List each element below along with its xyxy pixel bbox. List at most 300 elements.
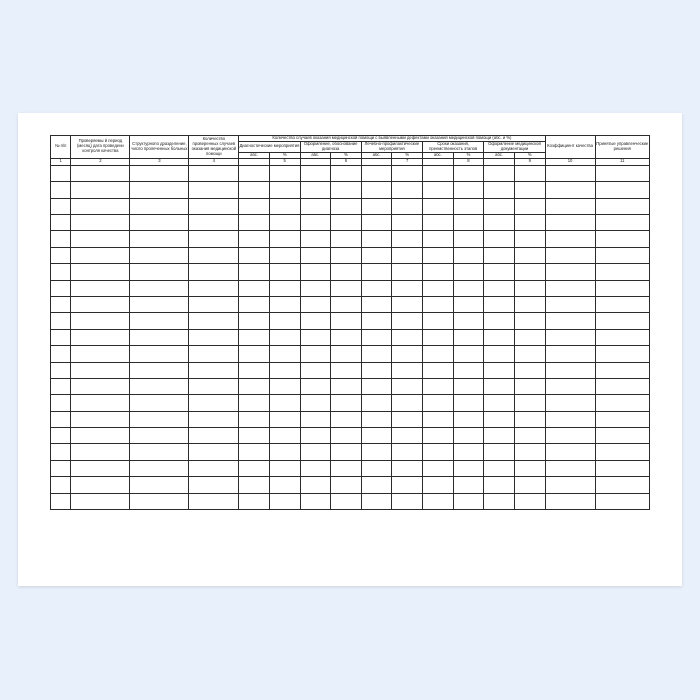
table-cell[interactable] bbox=[71, 280, 130, 296]
table-cell[interactable] bbox=[269, 444, 300, 460]
table-cell[interactable] bbox=[239, 198, 270, 214]
table-cell[interactable] bbox=[269, 280, 300, 296]
table-cell[interactable] bbox=[423, 247, 454, 263]
table-cell[interactable] bbox=[239, 296, 270, 312]
table-cell[interactable] bbox=[514, 378, 545, 394]
table-cell[interactable] bbox=[300, 214, 331, 230]
table-cell[interactable] bbox=[545, 214, 595, 230]
table-cell[interactable] bbox=[331, 313, 362, 329]
table-cell[interactable] bbox=[514, 182, 545, 198]
table-cell[interactable] bbox=[453, 231, 484, 247]
table-cell[interactable] bbox=[130, 182, 189, 198]
table-cell[interactable] bbox=[484, 247, 515, 263]
table-cell[interactable] bbox=[514, 198, 545, 214]
table-cell[interactable] bbox=[239, 411, 270, 427]
table-cell[interactable] bbox=[300, 477, 331, 493]
table-cell[interactable] bbox=[514, 346, 545, 362]
table-cell[interactable] bbox=[71, 477, 130, 493]
table-cell[interactable] bbox=[331, 346, 362, 362]
table-cell[interactable] bbox=[514, 395, 545, 411]
table-cell[interactable] bbox=[361, 460, 392, 476]
table-cell[interactable] bbox=[130, 198, 189, 214]
table-cell[interactable] bbox=[51, 264, 71, 280]
table-cell[interactable] bbox=[269, 428, 300, 444]
table-cell[interactable] bbox=[269, 247, 300, 263]
table-cell[interactable] bbox=[453, 296, 484, 312]
table-cell[interactable] bbox=[130, 395, 189, 411]
table-cell[interactable] bbox=[71, 296, 130, 312]
table-cell[interactable] bbox=[514, 477, 545, 493]
table-cell[interactable] bbox=[269, 493, 300, 509]
table-cell[interactable] bbox=[545, 428, 595, 444]
table-cell[interactable] bbox=[331, 182, 362, 198]
table-cell[interactable] bbox=[130, 460, 189, 476]
table-cell[interactable] bbox=[269, 296, 300, 312]
table-cell[interactable] bbox=[392, 428, 423, 444]
table-row[interactable] bbox=[51, 395, 650, 411]
table-cell[interactable] bbox=[130, 264, 189, 280]
table-cell[interactable] bbox=[130, 378, 189, 394]
table-cell[interactable] bbox=[595, 411, 650, 427]
table-cell[interactable] bbox=[71, 493, 130, 509]
table-cell[interactable] bbox=[239, 428, 270, 444]
table-cell[interactable] bbox=[392, 460, 423, 476]
table-cell[interactable] bbox=[361, 493, 392, 509]
table-cell[interactable] bbox=[300, 296, 331, 312]
table-cell[interactable] bbox=[51, 428, 71, 444]
table-row[interactable] bbox=[51, 411, 650, 427]
table-cell[interactable] bbox=[514, 280, 545, 296]
table-cell[interactable] bbox=[545, 165, 595, 181]
table-row[interactable] bbox=[51, 362, 650, 378]
table-cell[interactable] bbox=[361, 247, 392, 263]
table-cell[interactable] bbox=[239, 182, 270, 198]
table-cell[interactable] bbox=[130, 313, 189, 329]
table-cell[interactable] bbox=[484, 296, 515, 312]
table-cell[interactable] bbox=[484, 198, 515, 214]
table-cell[interactable] bbox=[331, 264, 362, 280]
table-cell[interactable] bbox=[51, 247, 71, 263]
table-cell[interactable] bbox=[71, 165, 130, 181]
table-cell[interactable] bbox=[453, 165, 484, 181]
table-cell[interactable] bbox=[423, 362, 454, 378]
table-cell[interactable] bbox=[361, 280, 392, 296]
table-cell[interactable] bbox=[300, 362, 331, 378]
table-cell[interactable] bbox=[300, 182, 331, 198]
table-cell[interactable] bbox=[392, 296, 423, 312]
table-cell[interactable] bbox=[269, 313, 300, 329]
table-cell[interactable] bbox=[595, 329, 650, 345]
table-cell[interactable] bbox=[130, 214, 189, 230]
table-cell[interactable] bbox=[392, 182, 423, 198]
table-cell[interactable] bbox=[361, 264, 392, 280]
table-cell[interactable] bbox=[484, 231, 515, 247]
table-cell[interactable] bbox=[269, 346, 300, 362]
table-cell[interactable] bbox=[484, 329, 515, 345]
table-cell[interactable] bbox=[189, 444, 239, 460]
table-cell[interactable] bbox=[514, 264, 545, 280]
table-cell[interactable] bbox=[51, 378, 71, 394]
table-cell[interactable] bbox=[269, 329, 300, 345]
table-cell[interactable] bbox=[331, 198, 362, 214]
table-cell[interactable] bbox=[545, 231, 595, 247]
table-cell[interactable] bbox=[269, 231, 300, 247]
table-cell[interactable] bbox=[331, 362, 362, 378]
table-row[interactable] bbox=[51, 165, 650, 181]
table-cell[interactable] bbox=[453, 493, 484, 509]
table-cell[interactable] bbox=[51, 280, 71, 296]
table-cell[interactable] bbox=[51, 395, 71, 411]
table-cell[interactable] bbox=[331, 247, 362, 263]
table-cell[interactable] bbox=[514, 411, 545, 427]
table-row[interactable] bbox=[51, 264, 650, 280]
table-cell[interactable] bbox=[514, 493, 545, 509]
table-cell[interactable] bbox=[361, 395, 392, 411]
table-cell[interactable] bbox=[361, 411, 392, 427]
table-cell[interactable] bbox=[484, 362, 515, 378]
table-cell[interactable] bbox=[361, 428, 392, 444]
table-cell[interactable] bbox=[595, 477, 650, 493]
table-cell[interactable] bbox=[300, 378, 331, 394]
table-cell[interactable] bbox=[300, 165, 331, 181]
table-cell[interactable] bbox=[361, 329, 392, 345]
table-cell[interactable] bbox=[484, 428, 515, 444]
table-cell[interactable] bbox=[392, 444, 423, 460]
table-cell[interactable] bbox=[51, 231, 71, 247]
table-cell[interactable] bbox=[392, 493, 423, 509]
table-cell[interactable] bbox=[423, 280, 454, 296]
table-cell[interactable] bbox=[595, 280, 650, 296]
table-row[interactable] bbox=[51, 231, 650, 247]
table-cell[interactable] bbox=[300, 280, 331, 296]
table-cell[interactable] bbox=[423, 165, 454, 181]
table-cell[interactable] bbox=[130, 428, 189, 444]
table-cell[interactable] bbox=[545, 198, 595, 214]
table-cell[interactable] bbox=[423, 264, 454, 280]
table-cell[interactable] bbox=[545, 378, 595, 394]
table-cell[interactable] bbox=[595, 231, 650, 247]
table-cell[interactable] bbox=[453, 395, 484, 411]
table-cell[interactable] bbox=[239, 378, 270, 394]
table-cell[interactable] bbox=[595, 165, 650, 181]
table-cell[interactable] bbox=[331, 165, 362, 181]
table-row[interactable] bbox=[51, 182, 650, 198]
table-cell[interactable] bbox=[392, 264, 423, 280]
table-cell[interactable] bbox=[331, 329, 362, 345]
table-row[interactable] bbox=[51, 428, 650, 444]
table-row[interactable] bbox=[51, 280, 650, 296]
table-cell[interactable] bbox=[392, 214, 423, 230]
table-cell[interactable] bbox=[331, 428, 362, 444]
table-cell[interactable] bbox=[130, 296, 189, 312]
table-cell[interactable] bbox=[71, 428, 130, 444]
table-cell[interactable] bbox=[361, 346, 392, 362]
table-cell[interactable] bbox=[130, 247, 189, 263]
table-cell[interactable] bbox=[51, 313, 71, 329]
table-row[interactable] bbox=[51, 493, 650, 509]
table-cell[interactable] bbox=[453, 247, 484, 263]
table-cell[interactable] bbox=[239, 346, 270, 362]
table-cell[interactable] bbox=[453, 444, 484, 460]
table-cell[interactable] bbox=[423, 493, 454, 509]
table-cell[interactable] bbox=[239, 313, 270, 329]
table-cell[interactable] bbox=[514, 214, 545, 230]
table-cell[interactable] bbox=[189, 296, 239, 312]
table-cell[interactable] bbox=[545, 296, 595, 312]
table-cell[interactable] bbox=[51, 444, 71, 460]
table-cell[interactable] bbox=[71, 247, 130, 263]
table-row[interactable] bbox=[51, 198, 650, 214]
table-cell[interactable] bbox=[130, 477, 189, 493]
table-cell[interactable] bbox=[392, 231, 423, 247]
table-cell[interactable] bbox=[189, 313, 239, 329]
table-cell[interactable] bbox=[239, 231, 270, 247]
table-cell[interactable] bbox=[300, 313, 331, 329]
table-cell[interactable] bbox=[269, 264, 300, 280]
table-cell[interactable] bbox=[484, 313, 515, 329]
table-cell[interactable] bbox=[514, 428, 545, 444]
table-cell[interactable] bbox=[484, 477, 515, 493]
table-cell[interactable] bbox=[453, 182, 484, 198]
table-cell[interactable] bbox=[51, 477, 71, 493]
table-cell[interactable] bbox=[71, 264, 130, 280]
table-cell[interactable] bbox=[361, 477, 392, 493]
table-cell[interactable] bbox=[392, 411, 423, 427]
table-row[interactable] bbox=[51, 329, 650, 345]
table-cell[interactable] bbox=[300, 198, 331, 214]
table-cell[interactable] bbox=[361, 296, 392, 312]
table-cell[interactable] bbox=[189, 231, 239, 247]
table-cell[interactable] bbox=[300, 247, 331, 263]
table-cell[interactable] bbox=[423, 460, 454, 476]
table-cell[interactable] bbox=[51, 182, 71, 198]
table-cell[interactable] bbox=[51, 198, 71, 214]
table-cell[interactable] bbox=[453, 214, 484, 230]
table-cell[interactable] bbox=[484, 165, 515, 181]
table-cell[interactable] bbox=[545, 411, 595, 427]
table-cell[interactable] bbox=[71, 346, 130, 362]
table-cell[interactable] bbox=[423, 182, 454, 198]
table-cell[interactable] bbox=[239, 460, 270, 476]
table-cell[interactable] bbox=[71, 362, 130, 378]
table-cell[interactable] bbox=[484, 214, 515, 230]
table-row[interactable] bbox=[51, 477, 650, 493]
table-cell[interactable] bbox=[423, 231, 454, 247]
table-cell[interactable] bbox=[423, 477, 454, 493]
table-cell[interactable] bbox=[453, 346, 484, 362]
table-cell[interactable] bbox=[514, 460, 545, 476]
table-cell[interactable] bbox=[71, 313, 130, 329]
table-cell[interactable] bbox=[423, 214, 454, 230]
table-cell[interactable] bbox=[51, 329, 71, 345]
table-cell[interactable] bbox=[453, 477, 484, 493]
table-cell[interactable] bbox=[130, 493, 189, 509]
table-cell[interactable] bbox=[269, 477, 300, 493]
table-cell[interactable] bbox=[545, 444, 595, 460]
table-cell[interactable] bbox=[595, 247, 650, 263]
table-cell[interactable] bbox=[484, 460, 515, 476]
table-cell[interactable] bbox=[331, 477, 362, 493]
table-cell[interactable] bbox=[269, 165, 300, 181]
table-cell[interactable] bbox=[331, 296, 362, 312]
table-cell[interactable] bbox=[269, 362, 300, 378]
table-cell[interactable] bbox=[423, 411, 454, 427]
table-cell[interactable] bbox=[453, 198, 484, 214]
table-cell[interactable] bbox=[269, 198, 300, 214]
table-cell[interactable] bbox=[239, 329, 270, 345]
table-cell[interactable] bbox=[392, 247, 423, 263]
table-cell[interactable] bbox=[130, 346, 189, 362]
table-cell[interactable] bbox=[269, 214, 300, 230]
table-cell[interactable] bbox=[331, 460, 362, 476]
table-cell[interactable] bbox=[361, 444, 392, 460]
table-row[interactable] bbox=[51, 444, 650, 460]
table-cell[interactable] bbox=[453, 378, 484, 394]
table-cell[interactable] bbox=[392, 378, 423, 394]
table-cell[interactable] bbox=[423, 296, 454, 312]
table-cell[interactable] bbox=[595, 460, 650, 476]
table-cell[interactable] bbox=[130, 362, 189, 378]
table-cell[interactable] bbox=[71, 198, 130, 214]
table-cell[interactable] bbox=[189, 346, 239, 362]
table-cell[interactable] bbox=[300, 411, 331, 427]
table-cell[interactable] bbox=[130, 231, 189, 247]
table-cell[interactable] bbox=[514, 313, 545, 329]
table-row[interactable] bbox=[51, 378, 650, 394]
table-cell[interactable] bbox=[189, 395, 239, 411]
table-cell[interactable] bbox=[392, 329, 423, 345]
table-cell[interactable] bbox=[453, 411, 484, 427]
table-cell[interactable] bbox=[595, 362, 650, 378]
table-cell[interactable] bbox=[189, 329, 239, 345]
table-cell[interactable] bbox=[392, 280, 423, 296]
table-cell[interactable] bbox=[484, 395, 515, 411]
table-cell[interactable] bbox=[361, 214, 392, 230]
table-cell[interactable] bbox=[300, 395, 331, 411]
table-cell[interactable] bbox=[300, 460, 331, 476]
table-cell[interactable] bbox=[51, 460, 71, 476]
table-cell[interactable] bbox=[392, 395, 423, 411]
table-cell[interactable] bbox=[189, 411, 239, 427]
table-cell[interactable] bbox=[331, 411, 362, 427]
table-cell[interactable] bbox=[189, 214, 239, 230]
table-cell[interactable] bbox=[453, 329, 484, 345]
table-cell[interactable] bbox=[392, 198, 423, 214]
table-cell[interactable] bbox=[71, 395, 130, 411]
table-cell[interactable] bbox=[300, 444, 331, 460]
table-cell[interactable] bbox=[71, 214, 130, 230]
table-cell[interactable] bbox=[300, 346, 331, 362]
table-cell[interactable] bbox=[423, 198, 454, 214]
table-cell[interactable] bbox=[189, 362, 239, 378]
table-cell[interactable] bbox=[361, 165, 392, 181]
table-cell[interactable] bbox=[239, 477, 270, 493]
table-cell[interactable] bbox=[239, 165, 270, 181]
table-cell[interactable] bbox=[595, 182, 650, 198]
table-cell[interactable] bbox=[300, 329, 331, 345]
table-cell[interactable] bbox=[423, 313, 454, 329]
table-cell[interactable] bbox=[269, 395, 300, 411]
table-cell[interactable] bbox=[239, 362, 270, 378]
table-cell[interactable] bbox=[71, 460, 130, 476]
table-cell[interactable] bbox=[484, 411, 515, 427]
table-cell[interactable] bbox=[423, 329, 454, 345]
table-cell[interactable] bbox=[545, 362, 595, 378]
table-cell[interactable] bbox=[392, 313, 423, 329]
table-cell[interactable] bbox=[51, 346, 71, 362]
table-row[interactable] bbox=[51, 247, 650, 263]
table-cell[interactable] bbox=[269, 378, 300, 394]
table-row[interactable] bbox=[51, 313, 650, 329]
table-cell[interactable] bbox=[130, 329, 189, 345]
table-cell[interactable] bbox=[392, 165, 423, 181]
table-cell[interactable] bbox=[331, 214, 362, 230]
table-row[interactable] bbox=[51, 214, 650, 230]
table-cell[interactable] bbox=[361, 231, 392, 247]
table-cell[interactable] bbox=[361, 182, 392, 198]
table-cell[interactable] bbox=[239, 280, 270, 296]
table-cell[interactable] bbox=[269, 460, 300, 476]
table-cell[interactable] bbox=[514, 329, 545, 345]
table-cell[interactable] bbox=[51, 362, 71, 378]
table-cell[interactable] bbox=[545, 247, 595, 263]
table-cell[interactable] bbox=[484, 444, 515, 460]
table-cell[interactable] bbox=[189, 247, 239, 263]
table-cell[interactable] bbox=[595, 214, 650, 230]
table-cell[interactable] bbox=[392, 362, 423, 378]
table-cell[interactable] bbox=[595, 346, 650, 362]
table-cell[interactable] bbox=[423, 444, 454, 460]
table-cell[interactable] bbox=[130, 444, 189, 460]
table-cell[interactable] bbox=[51, 165, 71, 181]
table-cell[interactable] bbox=[514, 296, 545, 312]
table-cell[interactable] bbox=[423, 378, 454, 394]
table-cell[interactable] bbox=[514, 231, 545, 247]
table-cell[interactable] bbox=[269, 182, 300, 198]
table-cell[interactable] bbox=[545, 493, 595, 509]
table-cell[interactable] bbox=[269, 411, 300, 427]
table-cell[interactable] bbox=[423, 395, 454, 411]
table-cell[interactable] bbox=[595, 296, 650, 312]
table-cell[interactable] bbox=[453, 460, 484, 476]
table-cell[interactable] bbox=[331, 444, 362, 460]
table-cell[interactable] bbox=[361, 378, 392, 394]
table-cell[interactable] bbox=[484, 264, 515, 280]
table-cell[interactable] bbox=[189, 477, 239, 493]
table-cell[interactable] bbox=[484, 493, 515, 509]
table-cell[interactable] bbox=[453, 280, 484, 296]
table-cell[interactable] bbox=[595, 428, 650, 444]
table-cell[interactable] bbox=[392, 346, 423, 362]
table-cell[interactable] bbox=[514, 247, 545, 263]
table-cell[interactable] bbox=[130, 165, 189, 181]
table-cell[interactable] bbox=[331, 231, 362, 247]
table-cell[interactable] bbox=[189, 165, 239, 181]
table-cell[interactable] bbox=[189, 198, 239, 214]
table-cell[interactable] bbox=[545, 460, 595, 476]
table-cell[interactable] bbox=[453, 362, 484, 378]
table-cell[interactable] bbox=[392, 477, 423, 493]
table-cell[interactable] bbox=[545, 313, 595, 329]
table-cell[interactable] bbox=[300, 493, 331, 509]
table-cell[interactable] bbox=[51, 411, 71, 427]
table-cell[interactable] bbox=[71, 182, 130, 198]
table-cell[interactable] bbox=[595, 264, 650, 280]
table-cell[interactable] bbox=[239, 395, 270, 411]
table-cell[interactable] bbox=[361, 362, 392, 378]
table-cell[interactable] bbox=[51, 493, 71, 509]
table-cell[interactable] bbox=[595, 313, 650, 329]
